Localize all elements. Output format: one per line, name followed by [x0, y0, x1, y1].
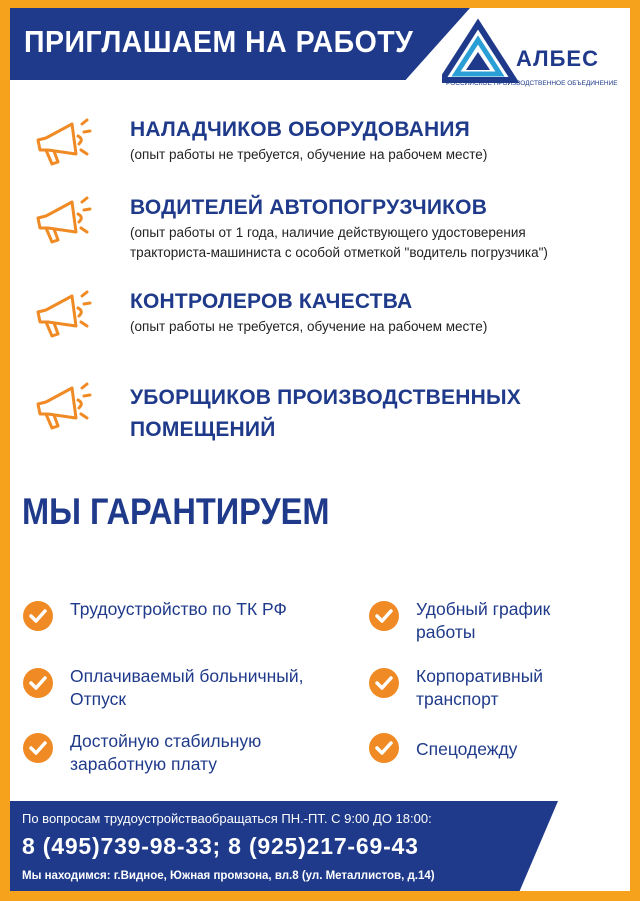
check-circle-icon — [22, 667, 54, 699]
vacancy-title-line2: ПОМЕЩЕНИЙ — [130, 418, 276, 441]
benefit-text: Достойную стабильную — [70, 731, 262, 751]
vacancy-desc: (опыт работы не требуется, обучение на рабочем месте) — [130, 147, 488, 162]
vacancy-desc: тракториста-машиниста с особой отметкой "водитель погрузчика") — [130, 245, 548, 260]
vacancy-title: ВОДИТЕЛЕЙ АВТОПОГРУЗЧИКОВ — [130, 196, 488, 219]
benefit-text: Корпоративный — [416, 666, 544, 686]
benefit-text: Спецодежду — [416, 739, 518, 759]
benefit-text: транспорт — [416, 689, 499, 709]
logo-subtitle: РОССИЙСКОЕ ПРОИЗВОДСТВЕННОЕ ОБЪЕДИНЕНИЕ — [446, 80, 618, 87]
megaphone-icon — [32, 194, 92, 248]
benefit-text: Трудоустройство по ТК РФ — [70, 599, 287, 619]
vacancy-title: УБОРЩИКОВ ПРОИЗВОДСТВЕННЫХ — [130, 386, 521, 409]
page-title: ПРИГЛАШАЕМ НА РАБОТУ — [24, 24, 414, 59]
guarantee-heading: МЫ ГАРАНТИРУЕМ — [22, 491, 330, 532]
benefit-text: Удобный график — [416, 599, 551, 619]
vacancy-title: НАЛАДЧИКОВ ОБОРУДОВАНИЯ — [130, 118, 470, 141]
megaphone-icon — [32, 116, 92, 170]
benefit-text: заработную плату — [70, 754, 218, 774]
vacancy-desc: (опыт работы от 1 года, наличие действующего удостоверения — [130, 225, 526, 240]
benefit-text: Оплачиваемый больничный, — [70, 666, 304, 686]
poster-sheet — [10, 8, 630, 891]
check-circle-icon — [22, 600, 54, 632]
vacancy-title: КОНТРОЛЕРОВ КАЧЕСТВА — [130, 290, 413, 313]
benefit-text: работы — [416, 622, 476, 642]
logo-name: АЛБЕС — [516, 46, 599, 71]
benefit-text: Отпуск — [70, 689, 127, 709]
contact-text: По вопросам трудоустройстваобращаться ПН.-ПТ. С 9:00 ДО 18:00: — [22, 811, 432, 826]
check-circle-icon — [22, 732, 54, 764]
megaphone-icon — [32, 288, 92, 342]
address-text: Мы находимся: г.Видное, Южная промзона, вл.8 (ул. Металлистов, д.14) — [22, 870, 435, 882]
check-circle-icon — [368, 667, 400, 699]
phone-numbers: 8 (495)739-98-33; 8 (925)217-69-43 — [22, 833, 419, 859]
check-circle-icon — [368, 732, 400, 764]
vacancy-desc: (опыт работы не требуется, обучение на рабочем месте) — [130, 319, 488, 334]
megaphone-icon — [32, 380, 92, 434]
check-circle-icon — [368, 600, 400, 632]
